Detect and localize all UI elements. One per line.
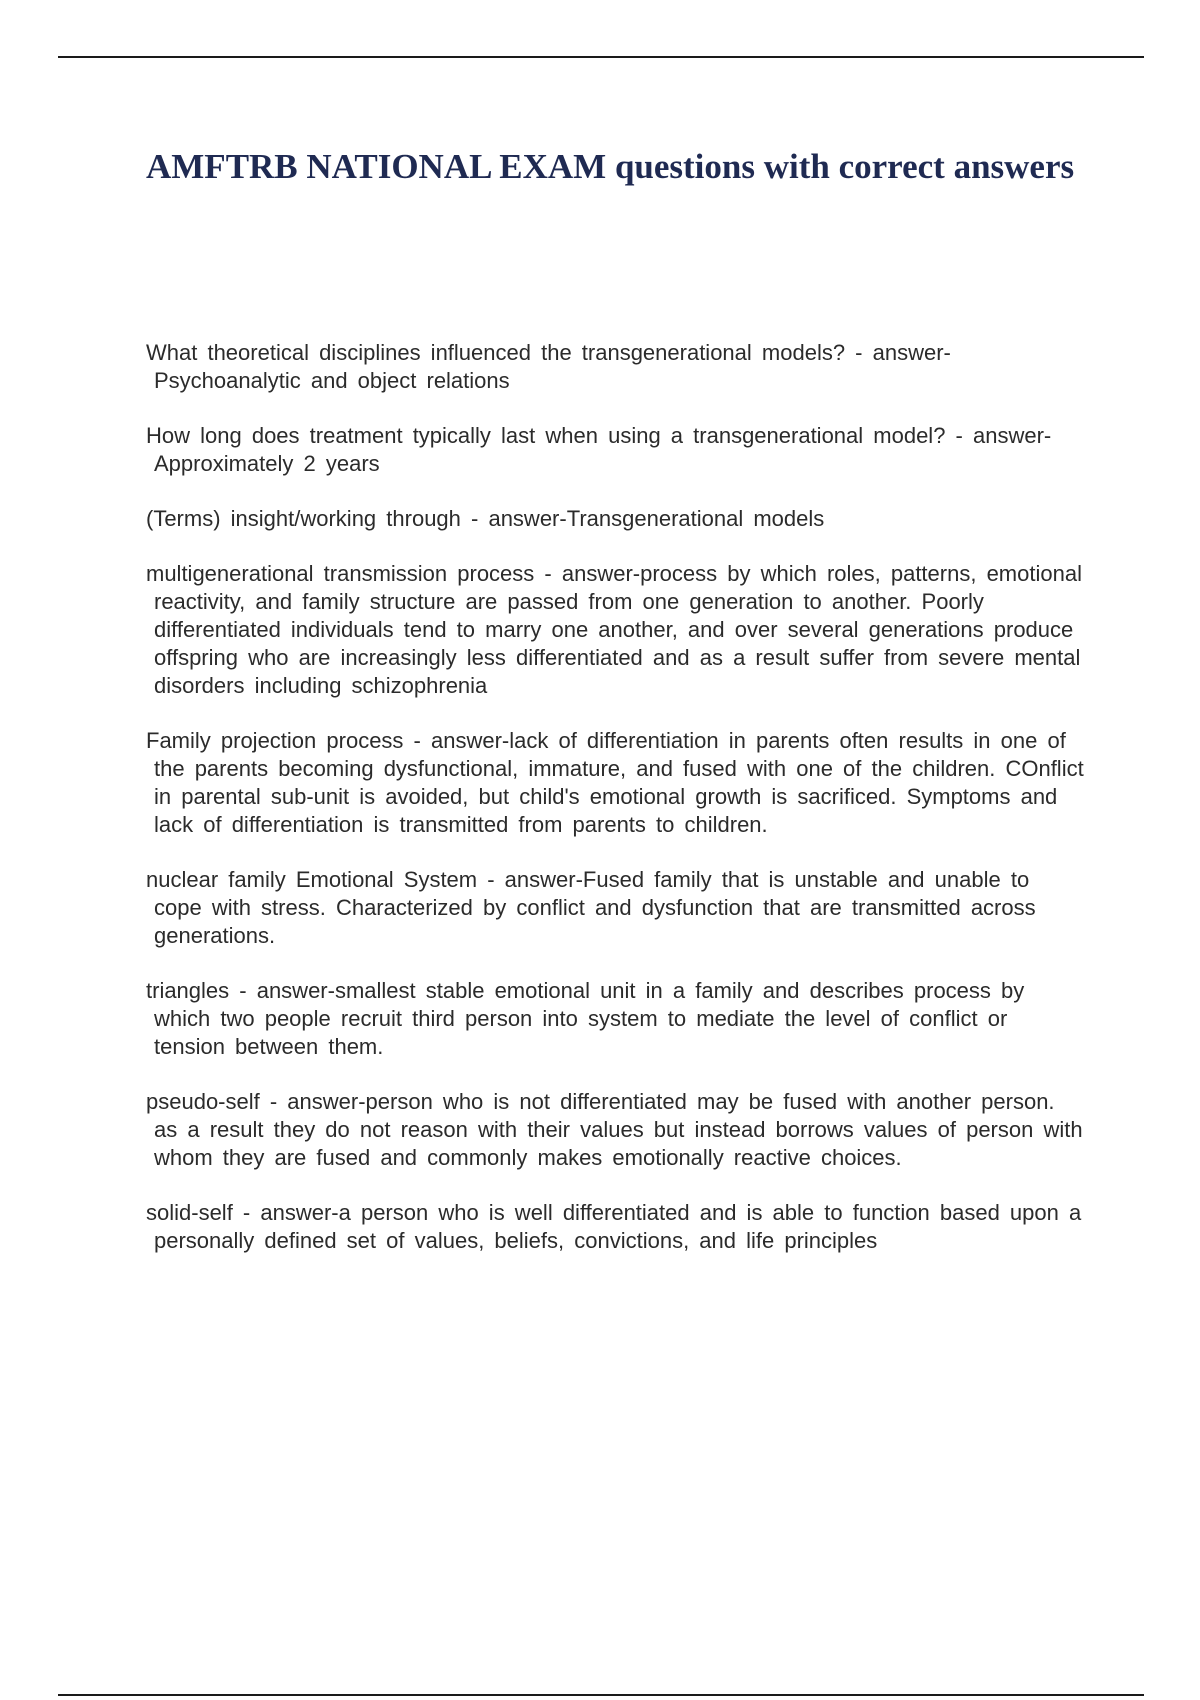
qa-term: nuclear family Emotional System (146, 867, 478, 892)
qa-term: triangles (146, 978, 230, 1003)
qa-answer: Fused family that is unstable and unable to cope with stress. Characterized by conflict and dysfunction that are transmitted across generations. (154, 867, 1036, 948)
qa-item (146, 977, 1086, 1061)
document-title: AMFTRB NATIONAL EXAM questions with correct answers (146, 147, 1075, 186)
answer-separator: - answer- (845, 340, 951, 365)
answer-separator: - answer- (403, 728, 510, 753)
qa-answer: a person who is well differentiated and is able to function based upon a personally defined set of values, beliefs, convictions, and life principles (154, 1200, 1082, 1253)
qa-answer: Psychoanalytic and object relations (154, 368, 510, 393)
qa-answer: Approximately 2 years (154, 451, 380, 476)
qa-item (146, 1199, 1086, 1255)
qa-answer: smallest stable emotional unit in a family and describes process by which two people recruit third person into system to mediate the level of conflict or tension between them. (154, 978, 1025, 1059)
answer-separator: - answer- (945, 423, 1052, 448)
qa-term: Family projection process (146, 728, 404, 753)
qa-item (146, 339, 1086, 395)
qa-answer: Transgenerational models (566, 506, 825, 531)
answer-separator: - answer- (229, 978, 335, 1003)
qa-item (146, 505, 1086, 533)
qa-term: (Terms) insight/working through (146, 506, 461, 531)
answer-separator: - answer- (259, 1089, 366, 1114)
qa-list (146, 339, 1086, 1282)
qa-answer: process by which roles, patterns, emotional reactivity, and family structure are passed from one generation to another. Poorly differentiated individuals tend to marry one another, and over several generations produce offspring who are increasingly less differentiated and as a result suffer from severe mental disorders including schizophrenia (154, 561, 1082, 698)
top-rule (58, 56, 1144, 58)
qa-item (146, 422, 1086, 478)
qa-item (146, 866, 1086, 950)
answer-separator: - answer- (477, 867, 583, 892)
qa-term: What theoretical disciplines influenced the transgenerational models? (146, 340, 846, 365)
qa-term: pseudo-self (146, 1089, 260, 1114)
qa-answer: person who is not differentiated may be fused with another person. as a result they do not reason with their values but instead borrows values of person with whom they are fused and commonly makes emotionally reactive choices. (154, 1089, 1083, 1170)
qa-answer: lack of differentiation in parents often results in one of the parents becoming dysfunctional, immature, and fused with one of the children. COnflict in parental sub-unit is avoided, but child's emotional growth is sacrificed. Symptoms and lack of differentiation is transmitted from parents to children. (154, 728, 1084, 837)
qa-item (146, 560, 1086, 700)
answer-separator: - answer- (534, 561, 641, 586)
qa-item (146, 1088, 1086, 1172)
bottom-rule (58, 1694, 1144, 1696)
qa-term: How long does treatment typically last when using a transgenerational model? (146, 423, 946, 448)
answer-separator: - answer- (232, 1200, 339, 1225)
qa-item (146, 727, 1086, 839)
qa-term: solid-self (146, 1200, 233, 1225)
qa-term: multigenerational transmission process (146, 561, 535, 586)
answer-separator: - answer- (460, 506, 567, 531)
